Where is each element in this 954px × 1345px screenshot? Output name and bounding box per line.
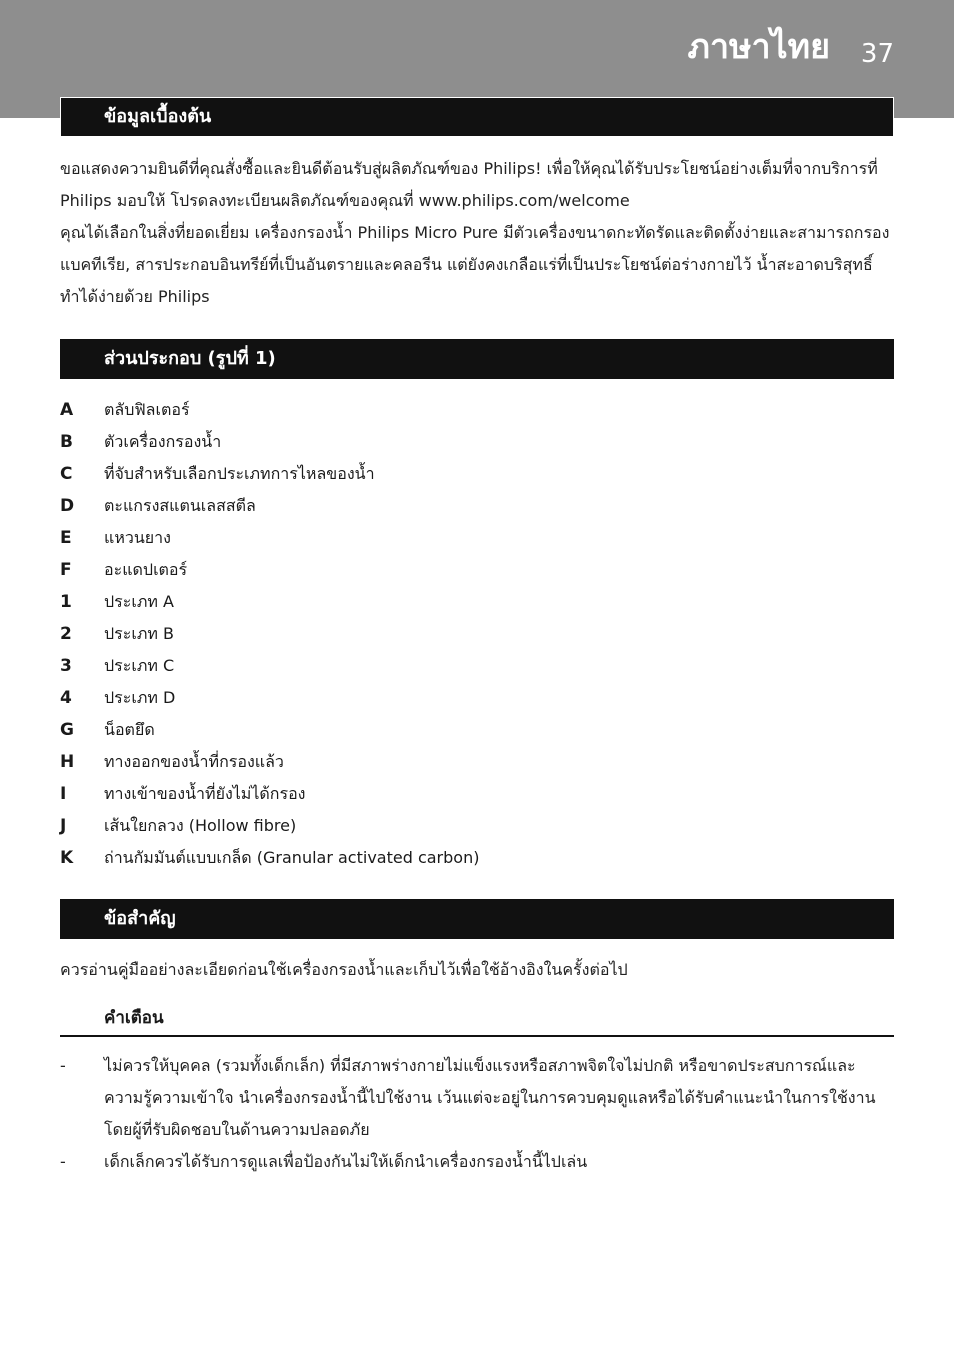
warning-text: เด็กเล็กควรได้รับการดูแลเพื่อป้องกันไม่ให้เด็กนำเครื่องกรองน้ำนี้ไปเล่น bbox=[104, 1152, 588, 1171]
page-number: 37 bbox=[860, 39, 894, 69]
part-label: ประเภท D bbox=[104, 688, 176, 707]
list-item bbox=[60, 842, 894, 874]
part-label: ถ่านกัมมันต์แบบเกล็ด (Granular activated carbon) bbox=[104, 848, 480, 867]
part-key: F bbox=[60, 560, 72, 580]
list-item bbox=[60, 682, 894, 714]
part-key: J bbox=[60, 816, 67, 836]
parts-list bbox=[60, 394, 894, 874]
section-heading-intro: ข้อมูลเบื้องต้น bbox=[60, 97, 894, 137]
intro-paragraph: ขอแสดงความยินดีที่คุณสั่งซื้อและยินดีต้อนรับสู่ผลิตภัณฑ์ของ Philips! เพื่อให้คุณได้รับประโยชน์อย่างเต็มที่จากบริการที่ Philips มอบให้ โปรดลงทะเบียนผลิตภัณฑ์ของคุณที่ www.philips.com/welcome bbox=[60, 159, 878, 210]
part-key: E bbox=[60, 528, 72, 548]
part-label: ที่จับสำหรับเลือกประเภทการไหลของน้ำ bbox=[104, 464, 375, 483]
part-key: 1 bbox=[60, 592, 72, 612]
part-key: C bbox=[60, 464, 73, 484]
list-item bbox=[60, 1050, 894, 1146]
list-item bbox=[60, 458, 894, 490]
list-item bbox=[60, 490, 894, 522]
list-item bbox=[60, 394, 894, 426]
part-key: A bbox=[60, 400, 74, 420]
bullet-dash: - bbox=[60, 1152, 66, 1171]
bullet-dash: - bbox=[60, 1056, 66, 1075]
important-paragraph: ควรอ่านคู่มืออย่างละเอียดก่อนใช้เครื่องกรองน้ำและเก็บไว้เพื่อใช้อ้างอิงในครั้งต่อไป bbox=[60, 960, 628, 979]
part-label: อะแดปเตอร์ bbox=[104, 560, 188, 579]
part-label: น็อตยึด bbox=[104, 720, 155, 739]
list-item bbox=[60, 714, 894, 746]
list-item bbox=[60, 746, 894, 778]
part-key: 3 bbox=[60, 656, 72, 676]
part-label: ตัวเครื่องกรองน้ำ bbox=[104, 432, 222, 451]
list-item bbox=[60, 778, 894, 810]
part-label: ประเภท B bbox=[104, 624, 174, 643]
part-key: H bbox=[60, 752, 75, 772]
part-label: แหวนยาง bbox=[104, 528, 171, 547]
list-item bbox=[60, 554, 894, 586]
language-title: ภาษาไทย bbox=[687, 27, 830, 67]
warning-heading: คำเตือน bbox=[104, 1008, 164, 1028]
part-label: ประเภท A bbox=[104, 592, 174, 611]
part-key: D bbox=[60, 496, 75, 516]
intro-text bbox=[60, 153, 894, 313]
section-heading-parts: ส่วนประกอบ (รูปที่ 1) bbox=[60, 339, 894, 379]
part-label: ทางออกของน้ำที่กรองแล้ว bbox=[104, 752, 284, 771]
part-label: ตะแกรงสแตนเลสสตีล bbox=[104, 496, 256, 515]
list-item bbox=[60, 426, 894, 458]
part-key: I bbox=[60, 784, 67, 804]
list-item bbox=[60, 650, 894, 682]
warning-text: ไม่ควรให้บุคคล (รวมทั้งเด็กเล็ก) ที่มีสภาพร่างกายไม่แข็งแรงหรือสภาพจิตใจไม่ปกติ หรือขาดประสบการณ์และความรู้ความเข้าใจ นำเครื่องกรองน้ำนี้ไปใช้งาน เว้นแต่จะอยู่ในการควบคุมดูแลหรือได้รับคำแนะนำในการใช้งานโดยผู้ที่รับผิดชอบในด้านความปลอดภัย bbox=[104, 1056, 876, 1139]
part-key: K bbox=[60, 848, 74, 868]
part-key: 4 bbox=[60, 688, 72, 708]
divider bbox=[60, 1035, 894, 1037]
section-heading-important: ข้อสำคัญ bbox=[60, 899, 894, 939]
part-label: ตลับฟิลเตอร์ bbox=[104, 400, 190, 419]
list-item bbox=[60, 586, 894, 618]
part-label: ประเภท C bbox=[104, 656, 175, 675]
list-item bbox=[60, 810, 894, 842]
part-key: 2 bbox=[60, 624, 72, 644]
part-label: ทางเข้าของน้ำที่ยังไม่ได้กรอง bbox=[104, 784, 306, 803]
list-item bbox=[60, 1146, 894, 1178]
warning-list bbox=[60, 1050, 894, 1178]
list-item bbox=[60, 522, 894, 554]
list-item bbox=[60, 618, 894, 650]
intro-paragraph: คุณได้เลือกในสิ่งที่ยอดเยี่ยม เครื่องกรองน้ำ Philips Micro Pure มีตัวเครื่องขนาดกะทัดรัดและติดตั้งง่ายและสามารถกรองแบคทีเรีย, สารประกอบอินทรีย์ที่เป็นอันตรายและคลอรีน แต่ยังคงเกลือแร่ที่เป็นประโยชน์ต่อร่างกายไว้ น้ำสะอาดบริสุทธิ์ทำได้ง่ายด้วย Philips bbox=[60, 223, 890, 306]
part-label: เส้นใยกลวง (Hollow fibre) bbox=[104, 816, 297, 835]
part-key: G bbox=[60, 720, 74, 740]
part-key: B bbox=[60, 432, 73, 452]
important-text bbox=[60, 954, 894, 986]
